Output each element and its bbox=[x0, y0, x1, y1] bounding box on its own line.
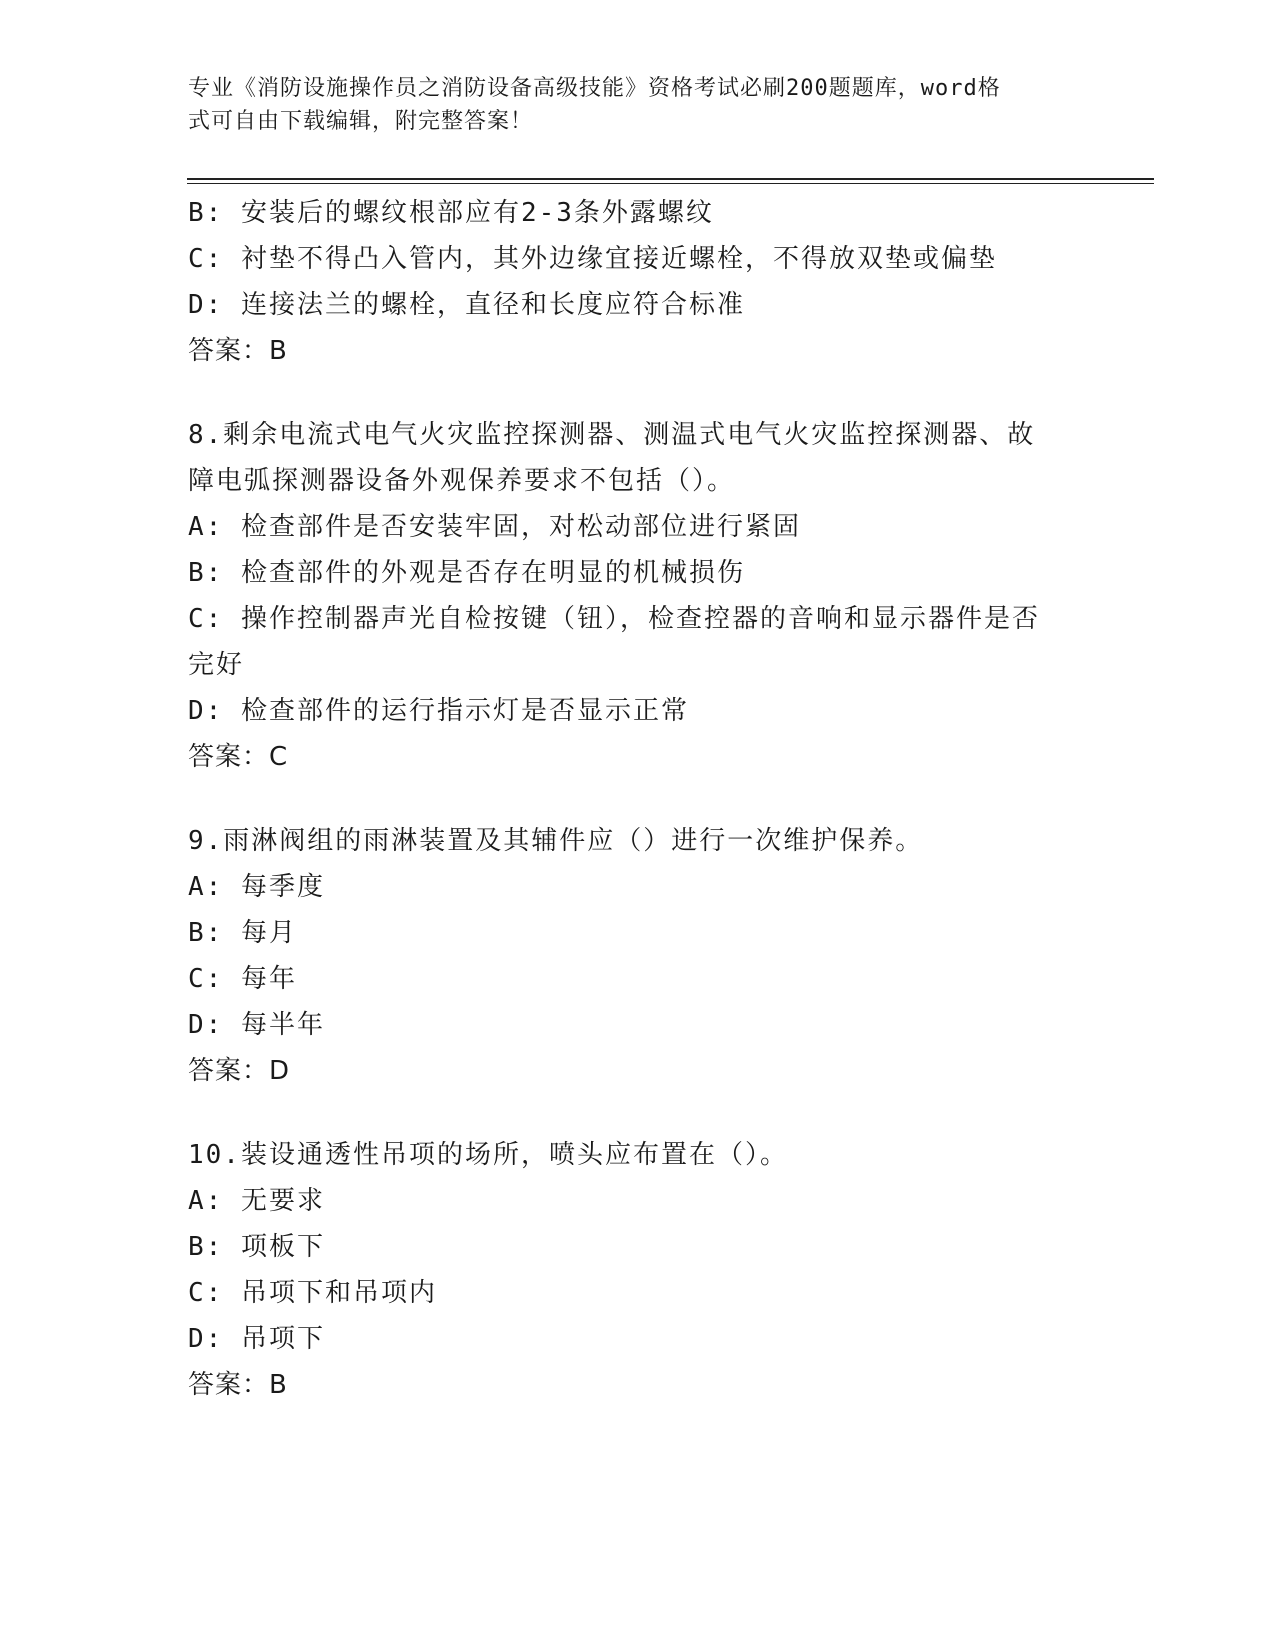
option-c: C: 操作控制器声光自检按键（钮），检查控器的音响和显示器件是否 bbox=[188, 604, 1040, 634]
answer-line: 答案：C bbox=[188, 742, 289, 772]
option-d: D: 吊项下 bbox=[188, 1324, 325, 1354]
spacer bbox=[188, 374, 1088, 412]
option-a: A: 每季度 bbox=[188, 872, 325, 902]
document-header bbox=[188, 72, 1088, 138]
question-stem: 10.装设通透性吊项的场所，喷头应布置在（）。 bbox=[188, 1140, 788, 1170]
answer-line: 答案：D bbox=[188, 1056, 291, 1086]
question-stem: 9.雨淋阀组的雨淋装置及其辅件应（）进行一次维护保养。 bbox=[188, 826, 924, 856]
option-b: B: 安装后的螺纹根部应有2-3条外露螺纹 bbox=[188, 198, 714, 228]
spacer bbox=[188, 780, 1088, 818]
question-stem-continued: 障电弧探测器设备外观保养要求不包括（）。 bbox=[188, 466, 736, 496]
answer-line: 答案：B bbox=[188, 336, 288, 366]
option-c: C: 每年 bbox=[188, 964, 297, 994]
header-divider-thin bbox=[187, 183, 1154, 184]
header-divider-thick bbox=[187, 178, 1154, 180]
question-list bbox=[188, 190, 1088, 1408]
question-10-block bbox=[188, 1132, 1088, 1408]
option-d: D: 检查部件的运行指示灯是否显示正常 bbox=[188, 696, 689, 726]
question-8-block bbox=[188, 412, 1088, 780]
header-line-1: 专业《消防设施操作员之消防设备高级技能》资格考试必刷200题题库，word格 bbox=[188, 76, 1001, 101]
option-c: C: 吊项下和吊项内 bbox=[188, 1278, 437, 1308]
option-d: D: 连接法兰的螺栓，直径和长度应符合标准 bbox=[188, 290, 745, 320]
header-line-2: 式可自由下载编辑，附完整答案！ bbox=[188, 109, 534, 134]
question-7-block bbox=[188, 190, 1088, 374]
option-b: B: 检查部件的外观是否存在明显的机械损伤 bbox=[188, 558, 745, 588]
option-a: A: 检查部件是否安装牢固，对松动部位进行紧固 bbox=[188, 512, 801, 542]
option-c-continued: 完好 bbox=[188, 650, 245, 680]
option-d: D: 每半年 bbox=[188, 1010, 325, 1040]
question-stem: 8.剩余电流式电气火灾监控探测器、测温式电气火灾监控探测器、故 bbox=[188, 420, 1036, 450]
option-b: B: 项板下 bbox=[188, 1232, 325, 1262]
option-b: B: 每月 bbox=[188, 918, 297, 948]
answer-line: 答案：B bbox=[188, 1370, 288, 1400]
question-9-block bbox=[188, 818, 1088, 1094]
option-a: A: 无要求 bbox=[188, 1186, 325, 1216]
spacer bbox=[188, 1094, 1088, 1132]
option-c: C: 衬垫不得凸入管内，其外边缘宜接近螺栓，不得放双垫或偏垫 bbox=[188, 244, 997, 274]
